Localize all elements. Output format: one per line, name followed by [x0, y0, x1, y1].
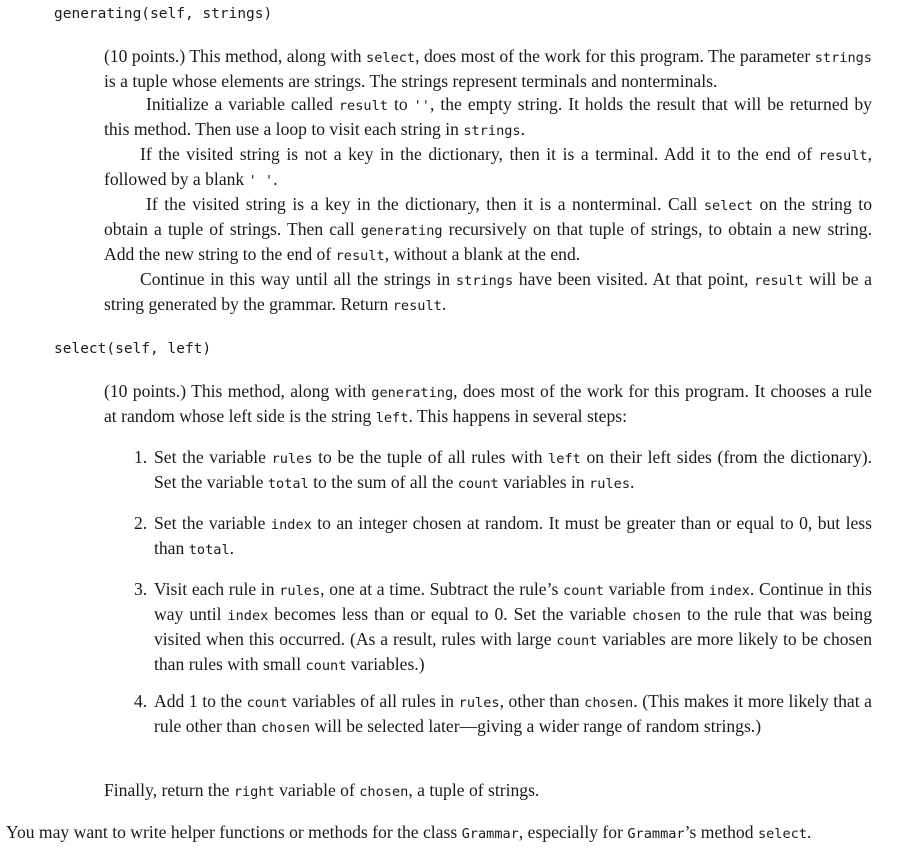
prose-text: will be a string generated by the grammar. Return — [104, 269, 872, 314]
code-identifier: chosen — [631, 608, 682, 624]
code-identifier: strings — [455, 273, 514, 289]
generating-description — [104, 45, 872, 318]
generating-para-2 — [104, 93, 872, 143]
prose-text: will be selected later—giving a wider range of random strings.) — [310, 716, 762, 736]
prose-text: variables are more likely to be chosen than rules with small — [154, 629, 872, 674]
code-identifier: strings — [814, 50, 872, 66]
code-identifier: rules — [279, 583, 321, 599]
code-identifier: count — [556, 633, 598, 649]
code-identifier: rules — [589, 476, 631, 492]
prose-text: to be the tuple of all rules with — [312, 447, 549, 467]
prose-text: have been visited. At that point, — [513, 269, 755, 289]
prose-text: variable of — [274, 780, 360, 800]
code-identifier: count — [305, 658, 347, 674]
prose-text: Set the variable — [154, 513, 271, 533]
step-item-4 — [134, 690, 872, 740]
code-identifier: chosen — [584, 695, 634, 711]
code-identifier: left — [375, 410, 409, 426]
prose-text: Continue in this way until all the strings in — [140, 269, 456, 289]
code-identifier: index — [708, 583, 750, 599]
prose-text: , especially for — [518, 822, 628, 842]
footer-note — [6, 821, 918, 846]
prose-text: . (This makes it more likely that a rule other than — [154, 691, 872, 736]
prose-text: is a tuple whose elements are strings. The strings represent terminals and nonterminals. — [104, 71, 718, 91]
code-identifier: total — [267, 476, 309, 492]
code-identifier: select — [366, 50, 416, 66]
prose-text: Visit each rule in — [154, 579, 280, 599]
code-identifier: left — [548, 451, 581, 467]
prose-text: to — [387, 94, 414, 114]
code-identifier: generating — [371, 385, 454, 401]
code-identifier: rules — [271, 451, 313, 467]
prose-text: to an integer chosen at random. It must be greater than or equal to 0, but less than — [154, 513, 873, 558]
prose-text: , a tuple of strings. — [408, 780, 540, 800]
code-identifier: result — [818, 148, 868, 164]
step-number: 4. — [134, 691, 148, 711]
prose-text: . Continue in this way until — [154, 579, 872, 624]
select-signature: select(self, left) — [54, 341, 212, 357]
code-identifier: result — [335, 248, 385, 264]
prose-text: . — [520, 119, 526, 139]
step-number: 1. — [134, 447, 148, 467]
generating-para-3 — [104, 143, 872, 193]
prose-text: . This happens in several steps: — [408, 406, 628, 426]
prose-text: recursively on that tuple of strings, to obtain a new string. Add the new string to the end of — [104, 219, 872, 264]
select-intro-para — [104, 380, 872, 430]
prose-text: Initialize a variable called — [146, 94, 339, 114]
prose-text: Set the variable — [154, 447, 272, 467]
code-identifier: select — [757, 826, 808, 842]
step-number: 2. — [134, 513, 148, 533]
prose-text: variables of all rules in — [287, 691, 459, 711]
code-identifier: index — [227, 608, 269, 624]
prose-text: variables.) — [346, 654, 425, 674]
select-final-para — [104, 779, 539, 804]
prose-text: ’s method — [684, 822, 758, 842]
step-text — [154, 512, 872, 562]
prose-text: (10 points.) This method, along with — [104, 46, 367, 66]
code-identifier: rules — [458, 695, 500, 711]
prose-text: . — [229, 538, 235, 558]
prose-text: You may want to write helper functions or methods for the class — [6, 822, 462, 842]
step-text — [154, 578, 872, 678]
prose-text: , without a blank at the end. — [384, 244, 581, 264]
prose-text: on the string to obtain a tuple of strings. Then call — [104, 194, 872, 239]
code-identifier: result — [754, 273, 804, 289]
prose-text: to the sum of all the — [308, 472, 458, 492]
code-identifier: generating — [360, 223, 443, 239]
code-identifier: count — [563, 583, 604, 599]
code-identifier: right — [233, 784, 275, 800]
step-text — [154, 690, 872, 740]
step-item-1 — [134, 446, 872, 496]
prose-text: becomes less than or equal to 0. Set the variable — [268, 604, 632, 624]
prose-text: If the visited string is a key in the dictionary, then it is a nonterminal. Call — [146, 194, 704, 214]
prose-text: , the empty string. It holds the result that will be returned by this method. Then use a loop to visit each string in — [104, 94, 872, 139]
generating-signature: generating(self, strings) — [54, 6, 273, 22]
prose-text: If the visited string is not a key in the dictionary, then it is a terminal. Add it to the end of — [140, 144, 819, 164]
code-identifier: count — [457, 476, 499, 492]
prose-text: Finally, return the — [104, 780, 234, 800]
code-identifier: index — [270, 517, 312, 533]
code-identifier: count — [246, 695, 288, 711]
code-identifier: Grammar — [627, 826, 685, 842]
generating-para-4 — [104, 193, 872, 268]
prose-text: , followed by a blank — [104, 144, 872, 189]
select-intro — [104, 380, 872, 430]
code-identifier: chosen — [359, 784, 409, 800]
generating-para-1 — [104, 45, 872, 93]
prose-text: , other than — [499, 691, 585, 711]
prose-text: variable from — [603, 579, 709, 599]
prose-text: (10 points.) This method, along with — [104, 381, 372, 401]
step-text — [154, 446, 872, 496]
code-identifier: select — [703, 198, 753, 214]
prose-text: variables in — [498, 472, 590, 492]
code-identifier: total — [188, 542, 230, 558]
step-number: 3. — [134, 579, 148, 599]
code-identifier: result — [338, 98, 388, 114]
step-item-3 — [134, 578, 872, 678]
prose-text: . — [807, 822, 812, 842]
prose-text: on their left sides (from the dictionary). Set the variable — [154, 447, 872, 492]
prose-text: . — [441, 294, 447, 314]
prose-text: . — [273, 169, 278, 189]
generating-para-5 — [104, 268, 872, 318]
prose-text: , does most of the work for this program. It chooses a rule at random whose left side is the string — [104, 381, 872, 426]
code-identifier: Grammar — [461, 826, 519, 842]
code-identifier: strings — [463, 123, 521, 139]
prose-text: to the rule that was being visited when this occurred. (As a result, rules with large — [154, 604, 872, 649]
prose-text: Add 1 to the — [154, 691, 247, 711]
step-item-2 — [134, 512, 872, 562]
code-identifier: chosen — [261, 720, 311, 736]
prose-text: . — [630, 472, 635, 492]
prose-text: , one at a time. Subtract the rule’s — [320, 579, 564, 599]
code-identifier: ' ' — [248, 173, 274, 189]
prose-text: , does most of the work for this program. The parameter — [415, 46, 815, 66]
code-identifier: result — [392, 298, 442, 314]
code-identifier: '' — [413, 98, 430, 114]
